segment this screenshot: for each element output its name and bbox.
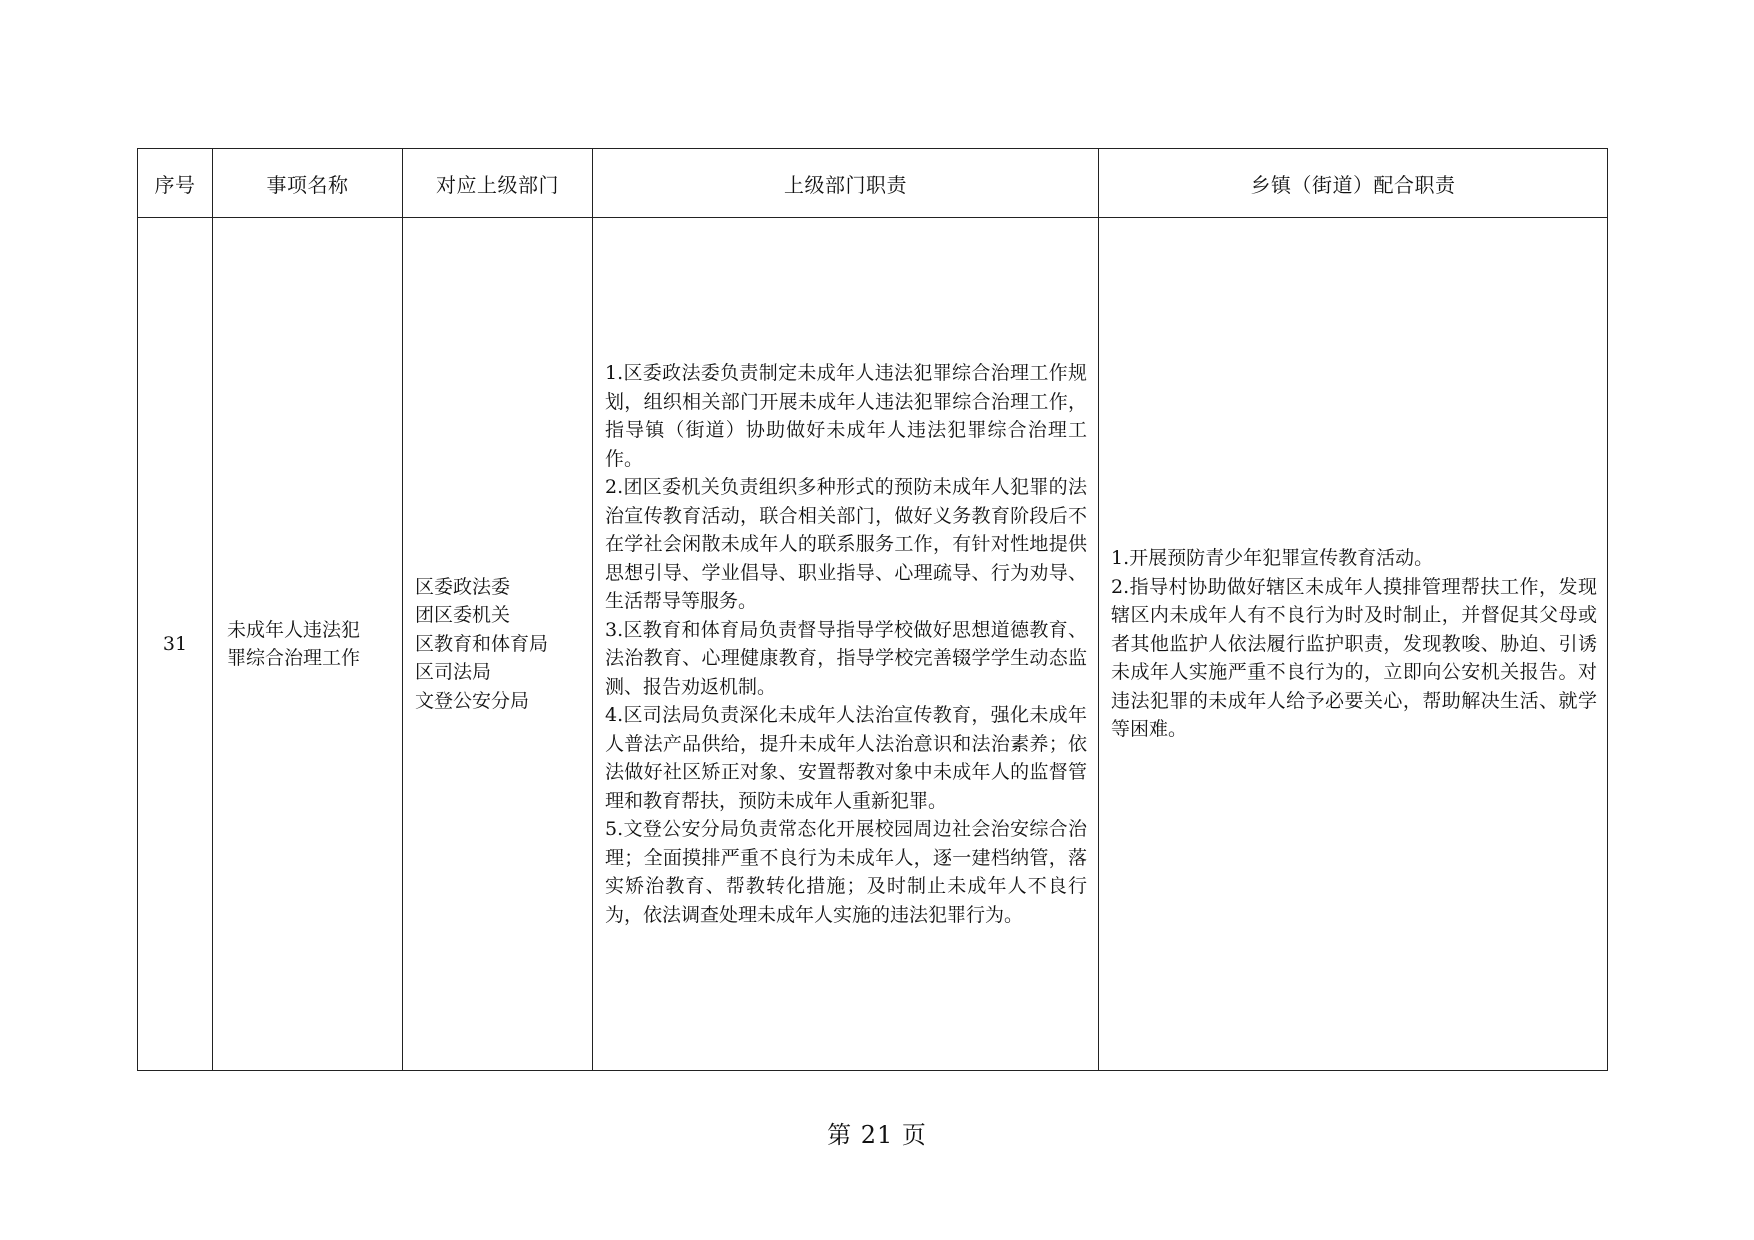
header-town-duties: 乡镇（街道）配合职责 bbox=[1099, 149, 1608, 218]
duty-paragraph: 2.团区委机关负责组织多种形式的预防未成年人犯罪的法治宣传教育活动，联合相关部门，做好义务教育阶段后不在学社会闲散未成年人的联系服务工作，有针对性地提供思想引导、学业倡导、职业指导、心理疏导、行为劝导、生活帮导等服务。 bbox=[605, 476, 1087, 612]
duty-paragraph: 1.区委政法委负责制定未成年人违法犯罪综合治理工作规划，组织相关部门开展未成年人违法犯罪综合治理工作，指导镇（街道）协助做好未成年人违法犯罪综合治理工作。 bbox=[605, 362, 1087, 470]
page-number: 第 21 页 bbox=[827, 1121, 927, 1149]
header-superior-duties: 上级部门职责 bbox=[593, 149, 1099, 218]
dept-line: 区教育和体育局 bbox=[415, 632, 549, 655]
duty-paragraph: 5.文登公安分局负责常态化开展校园周边社会治安综合治理；全面摸排严重不良行为未成年人，逐一建档纳管，落实矫治教育、帮教转化措施；及时制止未成年人不良行为，依法调查处理未成年人实施的违法犯罪行为。 bbox=[605, 818, 1087, 926]
duty-paragraph: 2.指导村协助做好辖区未成年人摸排管理帮扶工作，发现辖区内未成年人有不良行为时及时制止，并督促其父母或者其他监护人依法履行监护职责，发现教唆、胁迫、引诱未成年人实施严重不良行为的，立即向公安机关报告。对违法犯罪的未成年人给予必要关心，帮助解决生活、就学等困难。 bbox=[1111, 575, 1597, 741]
dept-line: 文登公安分局 bbox=[415, 689, 530, 712]
dept-line: 区委政法委 bbox=[415, 575, 511, 598]
cell-superior-dept bbox=[403, 218, 593, 1071]
cell-town-duties bbox=[1099, 218, 1608, 1071]
header-item-name: 事项名称 bbox=[213, 149, 403, 218]
cell-item-name bbox=[213, 218, 403, 1071]
dept-line: 区司法局 bbox=[415, 661, 492, 684]
duties-table bbox=[137, 148, 1608, 1071]
cell-superior-duties bbox=[593, 218, 1099, 1071]
item-name-line: 未成年人违法犯 bbox=[227, 618, 361, 641]
table-header-row bbox=[138, 149, 1608, 218]
cell-no: 31 bbox=[138, 218, 213, 1071]
table-row bbox=[138, 218, 1608, 1071]
duty-paragraph: 4.区司法局负责深化未成年人法治宣传教育，强化未成年人普法产品供给，提升未成年人法治意识和法治素养；依法做好社区矫正对象、安置帮教对象中未成年人的监督管理和教育帮扶，预防未成年人重新犯罪。 bbox=[605, 704, 1087, 812]
item-name-line: 罪综合治理工作 bbox=[227, 647, 361, 669]
header-superior-dept: 对应上级部门 bbox=[403, 149, 593, 218]
duty-paragraph: 3.区教育和体育局负责督导指导学校做好思想道德教育、法治教育、心理健康教育，指导学校完善辍学学生动态监测、报告劝返机制。 bbox=[605, 618, 1087, 698]
duty-paragraph: 1.开展预防青少年犯罪宣传教育活动。 bbox=[1111, 547, 1434, 570]
dept-line: 团区委机关 bbox=[415, 604, 511, 627]
header-no: 序号 bbox=[138, 149, 213, 218]
